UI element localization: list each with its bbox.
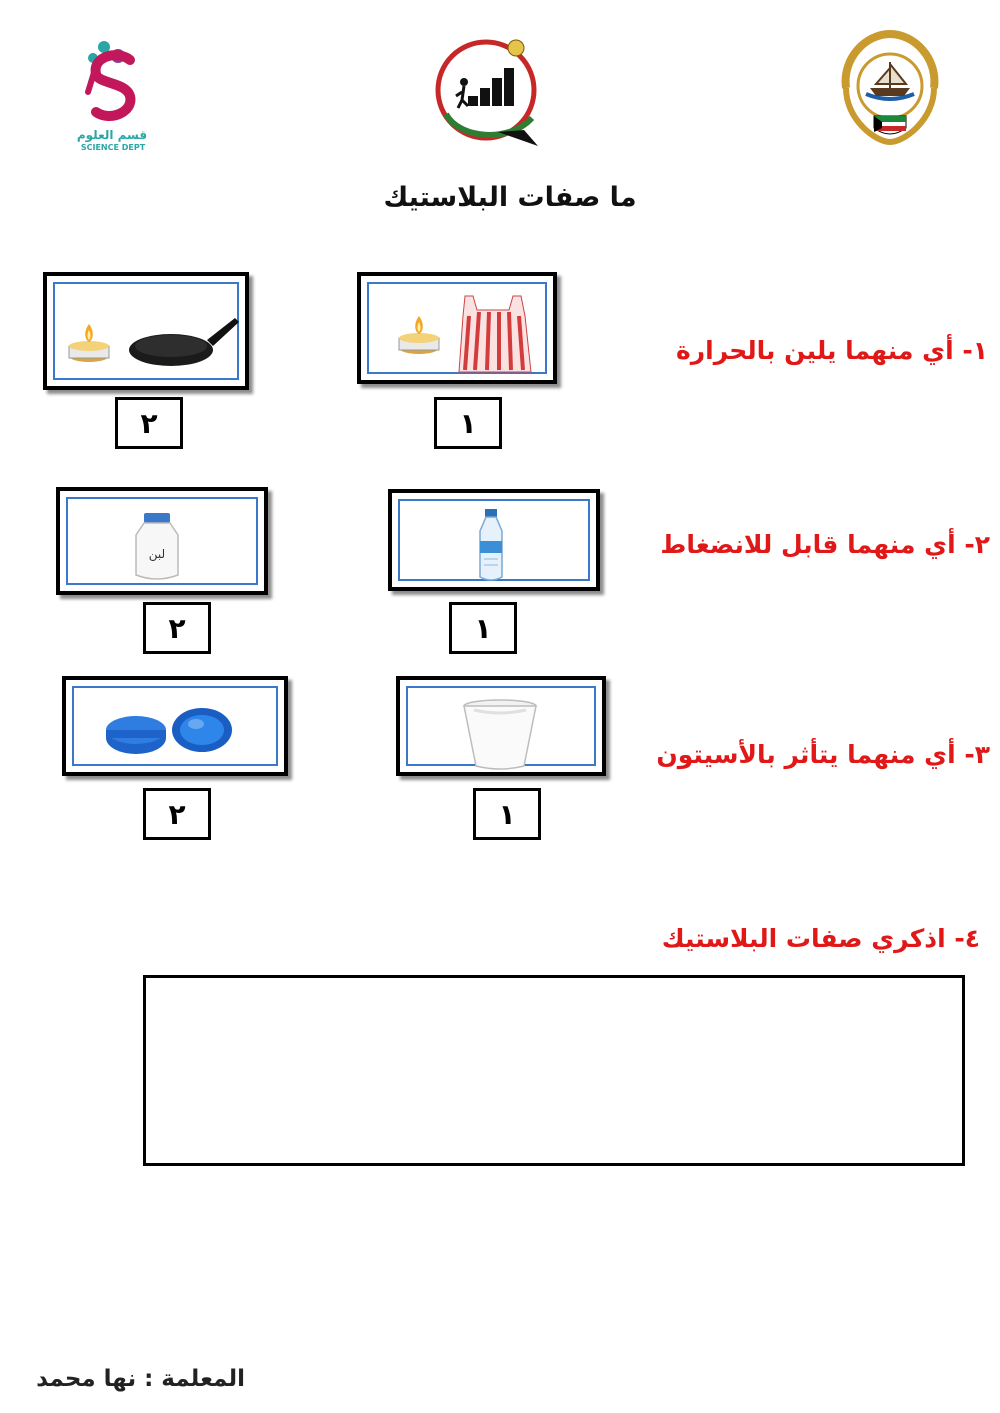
plastic-bottle-caps-image bbox=[66, 680, 292, 780]
q2-option-2-number[interactable]: ٢ bbox=[143, 602, 211, 654]
science-dept-caption-ar: قسم العلوم bbox=[76, 128, 148, 142]
q1-option-2-card[interactable] bbox=[43, 272, 249, 390]
science-dept-logo-icon bbox=[78, 38, 148, 138]
candle-and-plastic-bag-image bbox=[361, 276, 561, 388]
milk-bottle-label: لبن bbox=[148, 547, 166, 561]
science-dept-caption-en: SCIENCE DEPT bbox=[80, 143, 146, 152]
foam-cup-image bbox=[400, 680, 610, 780]
plastic-water-bottle-image bbox=[392, 493, 604, 595]
school-logo bbox=[428, 34, 548, 152]
q1-option-1-number[interactable]: ١ bbox=[434, 397, 502, 449]
science-dept-logo bbox=[78, 38, 148, 156]
q1-option-2-number[interactable]: ٢ bbox=[115, 397, 183, 449]
question-4: ٤- اذكري صفات البلاستيك bbox=[661, 924, 980, 953]
school-logo-icon bbox=[428, 34, 548, 152]
question-1: ١- أي منهما يلين بالحرارة bbox=[675, 336, 988, 365]
q3-option-1-card[interactable] bbox=[396, 676, 606, 776]
q3-option-2-card[interactable] bbox=[62, 676, 288, 776]
milk-bottle-image bbox=[60, 491, 272, 599]
q3-option-2-number[interactable]: ٢ bbox=[143, 788, 211, 840]
kuwait-emblem bbox=[836, 28, 944, 150]
q2-option-1-number[interactable]: ١ bbox=[449, 602, 517, 654]
kuwait-emblem-icon bbox=[836, 28, 944, 150]
question-2: ٢- أي منهما قابل للانضغاط bbox=[660, 530, 990, 559]
teacher-name: المعلمة : نها محمد bbox=[36, 1366, 245, 1392]
answer-box[interactable] bbox=[143, 975, 965, 1166]
q2-option-2-card[interactable] bbox=[56, 487, 268, 595]
q3-option-1-number[interactable]: ١ bbox=[473, 788, 541, 840]
page-title: ما صفات البلاستيك bbox=[383, 182, 637, 213]
candle-and-frying-pan-image bbox=[47, 276, 253, 394]
q2-option-1-card[interactable] bbox=[388, 489, 600, 591]
question-3: ٣- أي منهما يتأثر بالأسيتون bbox=[656, 740, 990, 769]
q1-option-1-card[interactable] bbox=[357, 272, 557, 384]
